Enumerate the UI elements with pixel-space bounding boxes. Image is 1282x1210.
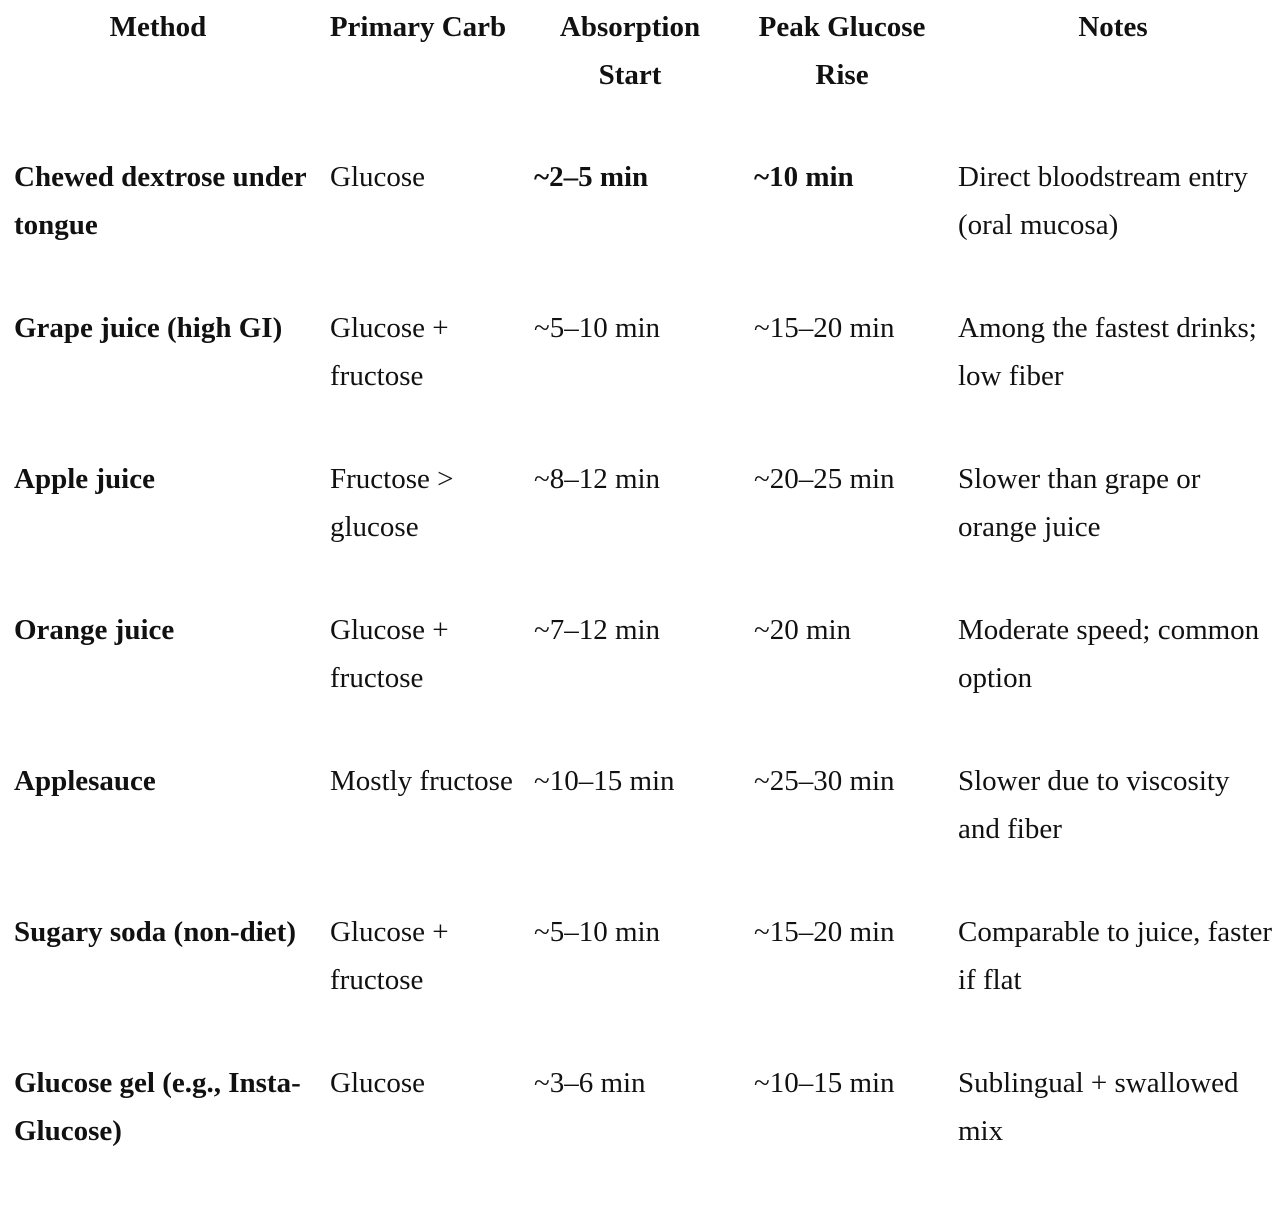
- notes-cell: Moderate speed; common option: [958, 614, 1260, 694]
- peak-rise-cell: ~25–30 min: [754, 765, 895, 797]
- primary-carb-cell: Glucose + fructose: [330, 312, 449, 392]
- notes-cell: Direct bloodstream entry (oral mucosa): [958, 161, 1248, 241]
- primary-carb-cell: Fructose > glucose: [330, 463, 454, 543]
- primary-carb-cell: Glucose + fructose: [330, 614, 449, 694]
- table-row: [0, 606, 1282, 757]
- peak-rise-cell: ~20 min: [754, 614, 852, 646]
- primary-carb-cell: Mostly fructose: [330, 765, 513, 797]
- peak-rise-cell: ~10 min: [754, 161, 854, 193]
- method-cell: Apple juice: [14, 463, 155, 495]
- notes-cell: Among the fastest drinks; low fiber: [958, 312, 1257, 392]
- notes-cell: Slower than grape or orange juice: [958, 463, 1201, 543]
- table-header: [0, 0, 1282, 103]
- method-cell: Applesauce: [14, 765, 156, 797]
- method-cell: Grape juice (high GI): [14, 312, 283, 344]
- absorption-start-cell: ~8–12 min: [534, 463, 661, 495]
- table-row: [0, 1059, 1282, 1210]
- peak-rise-cell: ~15–20 min: [754, 312, 895, 344]
- absorption-start-cell: ~7–12 min: [534, 614, 661, 646]
- table-row: [0, 304, 1282, 455]
- notes-cell: Comparable to juice, faster if flat: [958, 916, 1273, 996]
- absorption-start-cell: ~5–10 min: [534, 916, 661, 948]
- header-notes: Notes: [1078, 11, 1148, 43]
- absorption-start-cell: ~5–10 min: [534, 312, 661, 344]
- notes-cell: Sublingual + swallowed mix: [958, 1067, 1239, 1147]
- notes-cell: Slower due to viscosity and fiber: [958, 765, 1230, 845]
- header-primary-carb: Primary Carb: [329, 11, 507, 43]
- header-method: Method: [109, 11, 207, 43]
- header-row: [0, 0, 1282, 103]
- absorption-start-cell: ~2–5 min: [534, 161, 649, 193]
- table-row: [0, 757, 1282, 908]
- absorption-start-cell: ~3–6 min: [534, 1067, 646, 1099]
- table-row: [0, 103, 1282, 304]
- table-row: [0, 908, 1282, 1059]
- method-cell: Sugary soda (non-diet): [14, 916, 296, 948]
- peak-rise-cell: ~15–20 min: [754, 916, 895, 948]
- primary-carb-cell: Glucose: [330, 1067, 426, 1099]
- header-absorption-start: Absorption Start: [559, 11, 701, 91]
- primary-carb-cell: Glucose: [330, 161, 426, 193]
- peak-rise-cell: ~20–25 min: [754, 463, 895, 495]
- peak-rise-cell: ~10–15 min: [754, 1067, 895, 1099]
- method-cell: Orange juice: [14, 614, 175, 646]
- method-cell: Chewed dextrose under tongue: [14, 161, 307, 241]
- header-peak-glucose-rise: Peak Glucose Rise: [758, 11, 926, 91]
- primary-carb-cell: Glucose + fructose: [330, 916, 449, 996]
- table-row: [0, 455, 1282, 606]
- method-cell: Glucose gel (e.g., Insta-Glucose): [14, 1067, 301, 1147]
- absorption-start-cell: ~10–15 min: [534, 765, 675, 797]
- table-body: [0, 103, 1282, 1210]
